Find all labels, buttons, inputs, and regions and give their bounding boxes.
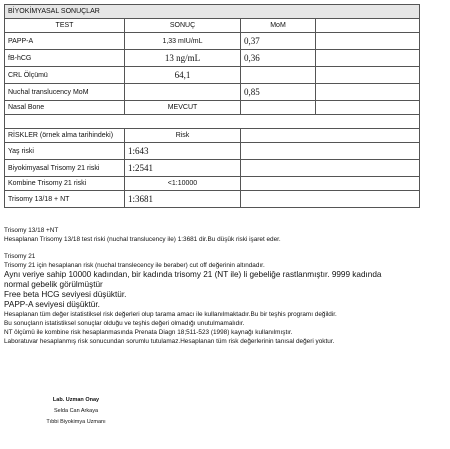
risk-label: Biyokimyasal Trisomy 21 riski <box>5 160 125 177</box>
risk-row <box>5 177 420 191</box>
signature-role: Tıbbi Biyokimya Uzmanı <box>46 419 106 425</box>
footnote: Laboratuvar hesaplanmış risk sonucundan sorumlu tutulamaz.Hesaplanan tüm risk değerlerinin tanısal değeri yoktur. <box>4 338 335 345</box>
section-title-row <box>5 5 420 19</box>
footnote: Hesaplanan tüm değer istatistiksel risk değerleri olup tarama amacı ile kullanılmaktadır.Bu bir teşhis programı değildir. <box>4 311 337 318</box>
table-row <box>5 101 420 115</box>
test-result <box>125 84 241 101</box>
test-mom: 0,85 <box>241 84 316 101</box>
risk-value: 1:643 <box>125 143 241 160</box>
header-mom: MoM <box>241 19 316 33</box>
risk-row <box>5 160 420 177</box>
signature-name: Selda Can Arkaya <box>53 408 99 414</box>
t21-text: Trisomy 21 için hesaplanan risk (nuchal translecency ile beraber) cut off değerinin altındadır. <box>4 262 265 269</box>
risk-header-label: RİSKLER (örnek alma tarihindeki) <box>5 129 125 143</box>
test-name: CRL Ölçümü <box>5 67 125 84</box>
spacer-row <box>5 115 420 129</box>
test-result: 64,1 <box>125 67 241 84</box>
test-result: MEVCUT <box>125 101 241 115</box>
risk-label: Kombine Trisomy 21 riski <box>5 177 125 191</box>
t13-text: Hesaplanan Trisomy 13/18 test riski (nuchal translucency ile) 1:3681 dir.Bu düşük riski işaret eder. <box>4 236 281 243</box>
test-name: fB-hCG <box>5 50 125 67</box>
table-row <box>5 50 420 67</box>
table-row <box>5 33 420 50</box>
risk-value: 1:2541 <box>125 160 241 177</box>
test-name: PAPP-A <box>5 33 125 50</box>
header-result: SONUÇ <box>125 19 241 33</box>
risk-row <box>5 191 420 208</box>
test-name: Nasal Bone <box>5 101 125 115</box>
risk-value: <1:10000 <box>125 177 241 191</box>
test-mom: 0,37 <box>241 33 316 50</box>
hcg-note: Free beta HCG seviyesi düşüktür. <box>4 290 127 299</box>
footnote: NT ölçümü ile kombine risk hesaplanmasında Prenata Diagn 18;511-523 (1998) kaynağı kullanılmıştır. <box>4 329 293 336</box>
signature-block <box>36 395 116 428</box>
risk-header-value: Risk <box>125 129 241 143</box>
footnote: Bu sonuçların istatistiksel sonuçlar olduğu ve teşhis değeri olmadığı unutulmamalıdır. <box>4 320 245 327</box>
t21-big-line-2: normal gebelik görülmüştür <box>4 280 103 289</box>
test-result: 13 ng/mL <box>125 50 241 67</box>
section-title: BİYOKİMYASAL SONUÇLAR <box>5 5 420 19</box>
test-result: 1,33 mIU/mL <box>125 33 241 50</box>
header-row <box>5 19 420 33</box>
results-table <box>4 4 420 208</box>
table-row <box>5 67 420 84</box>
risk-header-row <box>5 129 420 143</box>
pappa-note: PAPP-A seviyesi düşüktür. <box>4 300 100 309</box>
test-mom <box>241 101 316 115</box>
test-mom: 0,36 <box>241 50 316 67</box>
t21-title: Trisomy 21 <box>4 253 36 260</box>
test-mom <box>241 67 316 84</box>
risk-label: Trisomy 13/18 + NT <box>5 191 125 208</box>
risk-label: Yaş riski <box>5 143 125 160</box>
test-name: Nuchal translucency MoM <box>5 84 125 101</box>
table-row <box>5 84 420 101</box>
risk-row <box>5 143 420 160</box>
t13-title: Trisomy 13/18 +NT <box>4 227 59 234</box>
report-text <box>4 226 446 346</box>
t21-big-line-1: Aynı veriye sahip 10000 kadından, bir kadında trisomy 21 (NT ile) li gebeliğe rastlanmıştır. 9999 kadında <box>4 270 382 279</box>
signature-title: Lab. Uzman Onay <box>52 397 100 403</box>
risk-value: 1:3681 <box>125 191 241 208</box>
header-test: TEST <box>5 19 125 33</box>
